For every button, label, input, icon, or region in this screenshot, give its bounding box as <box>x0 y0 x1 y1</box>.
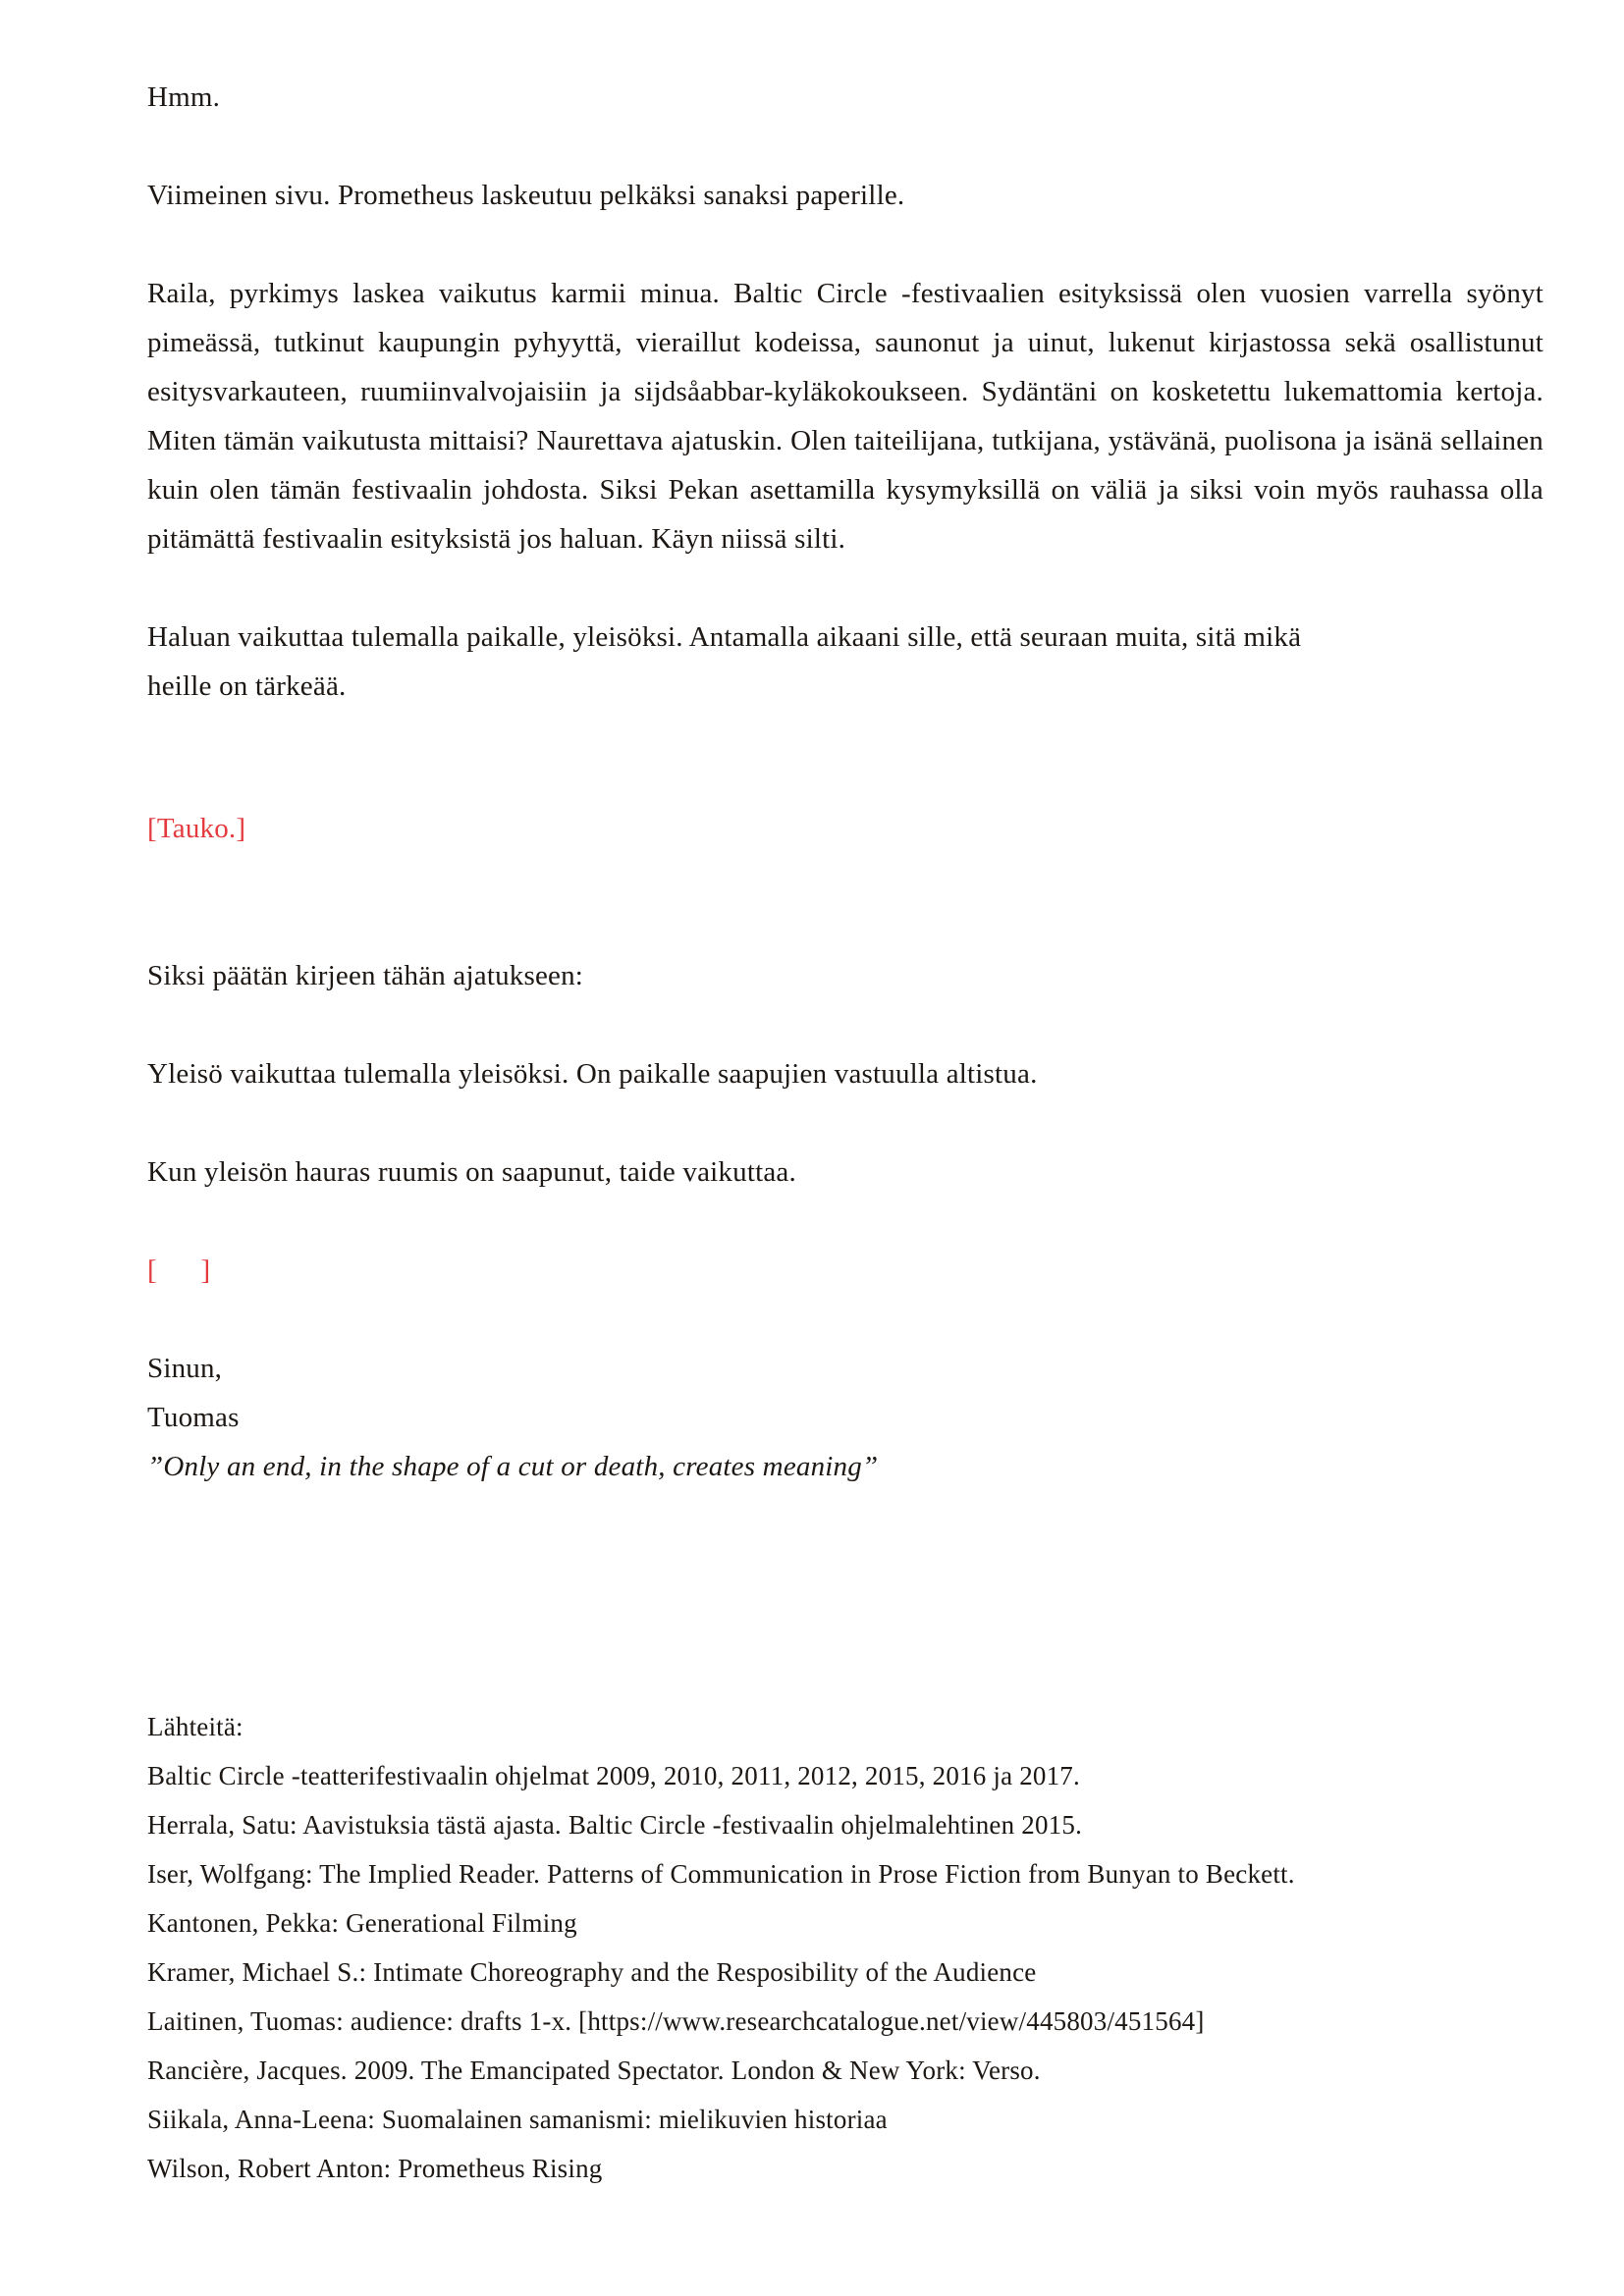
paragraph-haluan-line2: heille on tärkeää. <box>147 670 347 702</box>
references-section <box>147 1702 1543 2193</box>
closing-quote: ”Only an end, in the shape of a cut or death, creates meaning” <box>147 1451 879 1482</box>
pause-marker: [Tauko.] <box>147 813 246 844</box>
reference-item-siikala: Siikala, Anna-Leena: Suomalainen samanismi: mielikuvien historiaa <box>147 2105 888 2134</box>
paragraph-yleiso: Yleisö vaikuttaa tulemalla yleisöksi. On paikalle saapujien vastuulla altistua. <box>147 1058 1038 1090</box>
references-heading: Lähteitä: <box>147 1712 244 1741</box>
paragraph-haluan <box>147 613 1543 711</box>
reference-item-kramer: Kramer, Michael S.: Intimate Choreography and the Resposibility of the Audience <box>147 1957 1037 1987</box>
reference-item-iser: Iser, Wolfgang: The Implied Reader. Patterns of Communication in Prose Fiction from Bunyan to Beckett. <box>147 1859 1295 1889</box>
reference-item-ranciere: Rancière, Jacques. 2009. The Emancipated Spectator. London & New York: Verso. <box>147 2056 1041 2085</box>
reference-item-kantonen: Kantonen, Pekka: Generational Filming <box>147 1908 577 1938</box>
paragraph-haluan-line1: Haluan vaikuttaa tulemalla paikalle, yleisöksi. Antamalla aikaani sille, että seuraan muita, sitä mikä <box>147 621 1302 653</box>
paragraph-viimeinen: Viimeinen sivu. Prometheus laskeutuu pelkäksi sanaksi paperille. <box>147 180 905 211</box>
paragraph-kun: Kun yleisön hauras ruumis on saapunut, taide vaikuttaa. <box>147 1156 796 1188</box>
reference-item-wilson: Wilson, Robert Anton: Prometheus Rising <box>147 2154 603 2183</box>
reference-item-baltic-circle: Baltic Circle -teatterifestivaalin ohjelmat 2009, 2010, 2011, 2012, 2015, 2016 ja 2017. <box>147 1761 1080 1790</box>
paragraph-raila: Raila, pyrkimys laskea vaikutus karmii minua. Baltic Circle -festivaalien esityksissä olen vuosien varrella syönyt pimeässä, tutkinut kaupungin pyhyyttä, vieraillut kodeissa, saunonut ja uinut, lukenut kirjastossa sekä osallistunut esitysvarkauteen, ruumiinvalvojaisiin ja sijdsåabbar-kyläkokoukseen. Sydäntäni on kosketettu lukemattomia kertoja. Miten tämän vaikutusta mittaisi? Naurettava ajatuskin. Olen taiteilijana, tutkijana, ystävänä, puolisona ja isänä sellainen kuin olen tämän festivaalin johdosta. Siksi Pekan asettamilla kysymyksillä on väliä ja siksi voin myös rauhassa olla pitämättä festivaalin esityksistä jos haluan. Käyn niissä silti. <box>147 278 1543 555</box>
reference-item-herrala: Herrala, Satu: Aavistuksia tästä ajasta. Baltic Circle -festivaalin ohjelmalehtinen 2015. <box>147 1810 1083 1840</box>
reference-item-laitinen: Laitinen, Tuomas: audience: drafts 1-x. [https://www.researchcatalogue.net/view/445803/451564] <box>147 2006 1205 2036</box>
signoff-tuomas: Tuomas <box>147 1402 240 1433</box>
signoff-sinun: Sinun, <box>147 1353 223 1384</box>
signature-block <box>147 1344 1543 1491</box>
empty-bracket-marker: [ ] <box>147 1255 211 1286</box>
paragraph-siksi: Siksi päätän kirjeen tähän ajatukseen: <box>147 960 584 991</box>
paragraph-hmm: Hmm. <box>147 81 221 113</box>
